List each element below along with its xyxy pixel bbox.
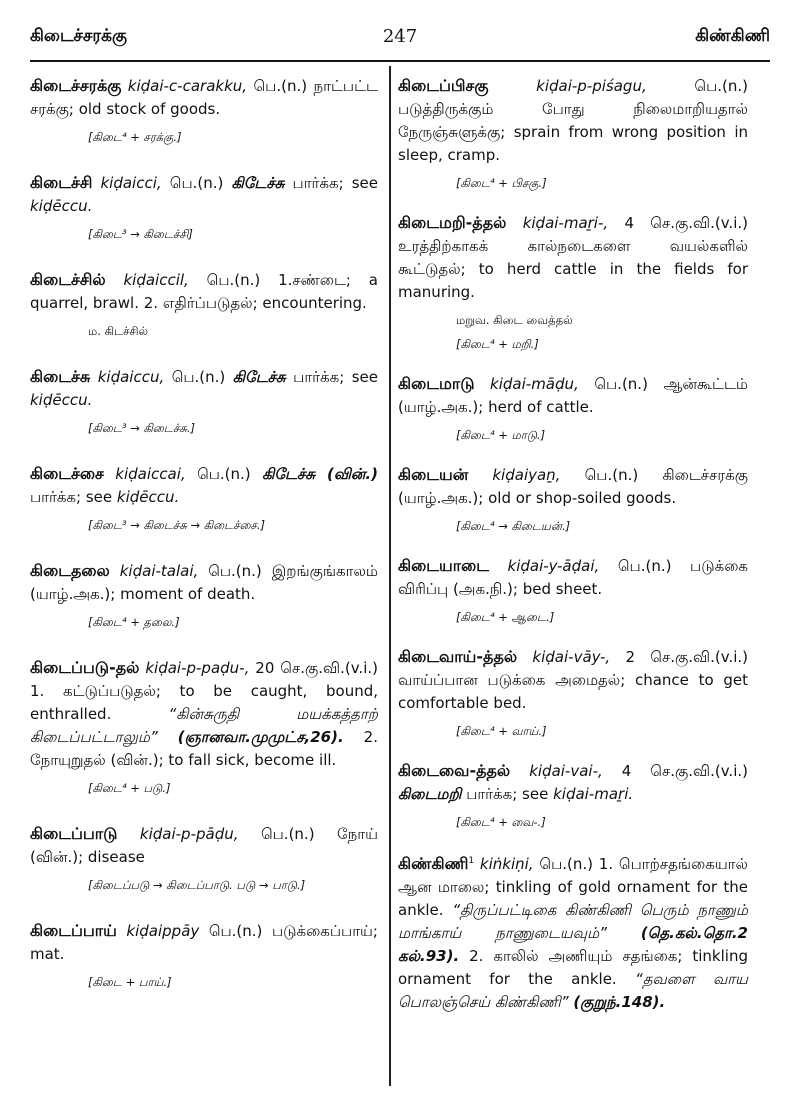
headword: கிடைப்படு-தல் [30,658,140,677]
entry-body [398,645,748,715]
definition: பெ.(n.) 1. பொற்சதங்கையால் ஆன மாலை; tinkling of gold ornament for the ankle. [398,855,748,919]
headword: கிடைமாடு [398,374,475,393]
quotation-source: (குறுந்.148). [573,993,666,1011]
cross-reference: கிடேச்சு [231,174,285,192]
quotation-source: (ஞானவா.முமுட்ச,26). [177,728,344,746]
headword: கிடைச்சரக்கு [30,76,122,95]
entry [30,919,378,990]
entry-body [30,462,378,509]
entry-body [30,656,378,772]
entry-body [398,211,748,304]
headword: கிடைதலை [30,561,110,580]
header-last-word: கிண்கிணி [695,26,770,46]
entry [30,462,378,533]
entry [398,554,748,625]
headword: கிடைப்பாய் [30,921,117,940]
entry-body [30,559,378,606]
transliteration: kiḍaiyaṉ, [492,466,561,484]
entry-body [30,74,378,121]
transliteration: kiḍaippāy [126,922,200,940]
entry-body [398,372,748,419]
etymology: [கிடை⁴ → கிடையன்.] [456,519,571,533]
transliteration: kiḍai-p-pāḍu, [139,825,239,843]
definition: பெ.(n.) 1.சண்டை; a quarrel, brawl. 2. எதிர்ப்படுதல்; encountering. [30,271,378,312]
definition: பெ.(n.) படுத்திருக்கும் போது நிலைமாறியதால் நேருஞ்சுளுக்கு; sprain from wrong position in sleep, cramp. [398,77,748,164]
definition: பெ.(n.) படுக்கைப்பாய்; mat. [30,922,378,963]
entry [30,268,378,339]
etymology: [கிடை⁴ + வை-.] [456,815,546,829]
homonym-number: 1 [468,856,475,866]
entry-body [30,268,378,315]
transliteration: kiṅkiṇi, [479,855,534,873]
see-target: kiḍēccu. [30,391,93,409]
entry [398,759,748,830]
headword: கிடைப்பிசகு [398,76,489,95]
headword: கிடைவாய்-த்தல் [398,647,518,666]
entry [398,74,748,191]
transliteration: kiḍai-c-carakku, [127,77,248,95]
etymology: [கிடை + பாய்.] [88,975,172,989]
transliteration: kiḍai-vāy-, [532,648,611,666]
definition: பெ.(n.) படுக்கை விரிப்பு (அக.நி.); bed sheet. [398,557,748,598]
see-target: kiḍai-maṟi. [553,785,634,803]
definition: பெ.(n.) ஆன்கூட்டம் (யாழ்.அக.); herd of cattle. [398,375,748,416]
entry-body [30,822,378,869]
definition: 4 செ.கு.வி.(v.i.) உரத்திற்காகக் கால்நடைகளை வயல்களில் கூட்டுதல்; to herd cattle in the fields for manuring. [398,214,748,301]
headword: கிடைச்சை [30,464,104,483]
entry-body [398,554,748,601]
transliteration: kiḍaiccu, [97,368,165,386]
transliteration: kiḍaiccai, [115,465,186,483]
grammar: பெ.(n.) [197,465,251,483]
quotation-source: (தெ.கல்.தொ.2 கல்.93). [398,924,748,965]
entry [398,463,748,534]
entry-body [30,919,378,966]
entry-body [398,759,748,806]
entry-body [30,171,378,218]
entry [30,822,378,893]
see-target: kiḍēccu. [116,488,180,506]
etymology: [கிடை⁴ + தலை.] [88,615,180,629]
grammar: பெ.(n.) [169,174,224,192]
transliteration: kiḍai-vai-, [529,762,603,780]
etymology: [கிடை⁴ + பிசகு.] [456,176,547,190]
page-number: 247 [382,26,418,47]
entry [398,645,748,739]
etymology: [கிடை³ → கிடைச்சி] [88,227,193,241]
cross-reference: கிடைமறி [398,785,462,803]
etymology: [கிடை⁴ + மாடு.] [456,428,546,442]
etymology: [கிடை⁴ + மறி.] [456,337,539,351]
entry-body [398,850,748,1014]
entry-body [30,365,378,412]
definition-2: 2. காலில் அணியும் சதங்கை; tinkling ornament for the ankle. [398,947,748,988]
etymology: [கிடை⁴ + படு.] [88,781,171,795]
definition: 2 செ.கு.வி.(v.i.) வாய்ப்பான படுக்கை அமைதல்; chance to get comfortable bed. [398,648,748,712]
left-column [30,74,378,990]
grammar: பெ.(n.) [171,368,226,386]
etymology: [கிடை³ → கிடைச்சு.] [88,421,195,435]
definition: பெ.(n.) நோய் (வின்.); disease [30,825,378,866]
see-label: பார்க்க; see [30,488,113,506]
right-column [398,74,748,1014]
etymology: [கிடை⁴ + ஆடை.] [456,610,555,624]
entry [30,559,378,630]
etymology: [கிடைப்படு → கிடைப்பாடு. படு → பாடு.] [88,878,306,892]
headword: கிடைப்பாடு [30,824,118,843]
entry [30,656,378,796]
see-label: பார்க்க; see [292,174,378,192]
header-rule [30,60,770,62]
grammar: 4 செ.கு.வி.(v.i.) [621,762,748,780]
transliteration: kiḍai-maṟi-, [522,214,609,232]
header-first-word: கிடைச்சரக்கு [30,26,128,46]
headword: கிடையாடை [398,556,489,575]
column-divider [389,66,391,1086]
definition-2: 2. நோயுறுதல் (வின்.); to fall sick, become ill. [30,728,378,769]
see-target: kiḍēccu. [30,197,93,215]
quotation: “தவளை வாய பொலஞ்செய் கிண்கிணி” [398,970,748,1011]
headword: கிடைச்சில் [30,270,106,289]
entry-body [398,74,748,167]
transliteration: kiḍaiccil, [123,271,189,289]
entry [398,850,748,1014]
entry [30,171,378,242]
headword: கிடைச்சு [30,367,91,386]
definition: பெ.(n.) கிடைச்சரக்கு (யாழ்.அக.); old or shop-soiled goods. [398,466,748,507]
quotation: “கின்சுருதி மயக்கத்தாற் கிடைப்பட்டாலும்” [30,705,378,746]
transliteration: kiḍai-p-paḍu-, [145,659,250,677]
etymology: [கிடை³ → கிடைச்சு → கிடைச்சை.] [88,518,265,532]
headword: கிண்கிணி [398,854,469,873]
entry [398,211,748,352]
transliteration: kiḍaicci, [100,174,162,192]
headword: கிடைச்சி [30,173,93,192]
definition: 20 செ.கு.வி.(v.i.) 1. கட்டுப்படுதல்; to be caught, bound, enthralled. [30,659,378,723]
cross-reference: கிடேச்சு (வின்.) [262,465,378,483]
cross-reference: கிடேச்சு [232,368,286,386]
transliteration: kiḍai-p-piśagu, [536,77,647,95]
quotation: “திருப்பட்டிகை கிண்கிணி பெரும் நாணும் மாங்காய் நாணுடையவும்” [398,901,748,942]
headword: கிடைவை-த்தல் [398,761,511,780]
cognate: ம. கிடச்சில் [88,324,149,338]
etymology: [கிடை⁴ + வாய்.] [456,724,547,738]
entry [30,74,378,145]
transliteration: kiḍai-māḍu, [490,375,579,393]
headword: கிடைமறி-த்தல் [398,213,507,232]
page-header [30,26,770,60]
headword: கிடையன் [398,465,469,484]
synonym: மறுவ. கிடை வைத்தல் [456,313,573,327]
definition: பெ.(n.) இறங்குங்காலம் (யாழ்.அக.); moment of death. [30,562,378,603]
entry [30,365,378,436]
transliteration: kiḍai-y-āḍai, [507,557,600,575]
entry [398,372,748,443]
see-label: பார்க்க; see [293,368,378,386]
transliteration: kiḍai-talai, [119,562,199,580]
see-label: பார்க்க; see [466,785,549,803]
etymology: [கிடை⁴ + சரக்கு.] [88,130,182,144]
definition: பெ.(n.) நாட்பட்ட சரக்கு; old stock of goods. [30,77,378,118]
entry-body [398,463,748,510]
